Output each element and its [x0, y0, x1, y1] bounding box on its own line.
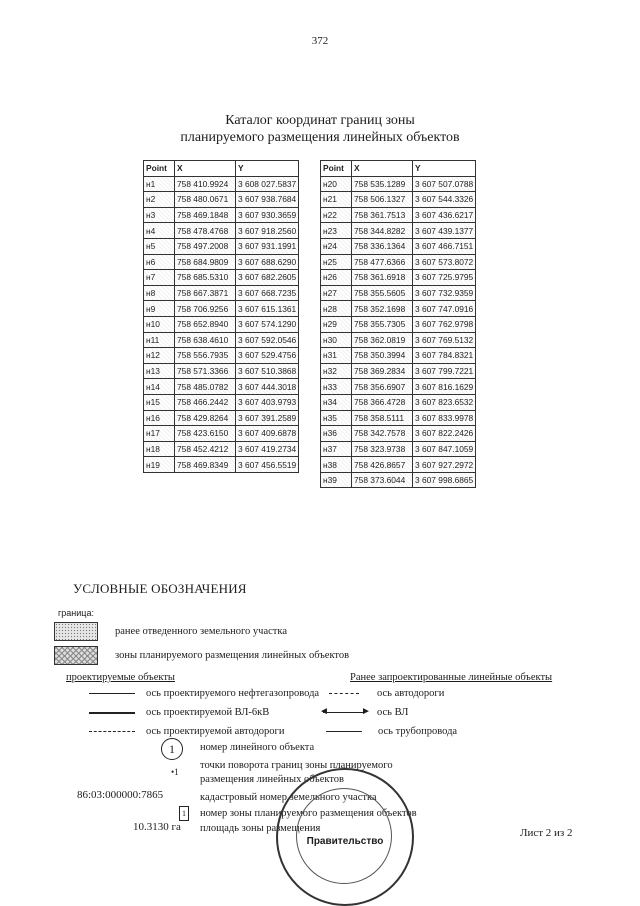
column-header-y: Y: [236, 161, 299, 177]
sheet-number: Лист 2 из 2: [520, 827, 573, 839]
point-cell: н31: [321, 348, 352, 364]
point-cell: н32: [321, 363, 352, 379]
point-cell: н30: [321, 332, 352, 348]
table-row: [321, 176, 476, 192]
point-cell: н12: [144, 348, 175, 364]
point-cell: н22: [321, 207, 352, 223]
y-coordinate-cell: 3 607 784.8321: [413, 348, 476, 364]
y-coordinate-cell: 3 607 927.2972: [413, 457, 476, 473]
existing-power-line-label: ось ВЛ: [377, 707, 409, 718]
y-coordinate-cell: 3 607 466.7151: [413, 238, 476, 254]
x-coordinate-cell: 758 478.4768: [175, 223, 236, 239]
y-coordinate-cell: 3 607 998.6865: [413, 472, 476, 488]
y-coordinate-cell: 3 607 833.9978: [413, 410, 476, 426]
y-coordinate-cell: 3 607 762.9798: [413, 316, 476, 332]
allotted-plot-label: ранее отведенного земельного участка: [115, 626, 287, 637]
projected-objects-header: проектируемые объекты: [66, 672, 175, 683]
point-cell: н36: [321, 426, 352, 442]
table-row: [144, 316, 299, 332]
column-header-point: Point: [321, 161, 352, 177]
point-cell: н18: [144, 441, 175, 457]
x-coordinate-cell: 758 506.1327: [352, 192, 413, 208]
table-row: [321, 238, 476, 254]
y-coordinate-cell: 3 607 436.6217: [413, 207, 476, 223]
x-coordinate-cell: 758 452.4212: [175, 441, 236, 457]
x-coordinate-cell: 758 535.1289: [352, 176, 413, 192]
zone-number-label: номер зоны планируемого размещения объектов: [200, 808, 417, 819]
x-coordinate-cell: 758 323.9738: [352, 441, 413, 457]
existing-road-label: ось автодороги: [377, 688, 445, 699]
y-coordinate-cell: 3 607 573.8072: [413, 254, 476, 270]
table-row: [321, 457, 476, 473]
point-cell: н35: [321, 410, 352, 426]
table-row: [144, 441, 299, 457]
table-row: [144, 192, 299, 208]
object-number-circle-icon: 1: [161, 738, 183, 760]
y-coordinate-cell: 3 607 668.7235: [236, 285, 299, 301]
y-coordinate-cell: 3 607 816.1629: [413, 379, 476, 395]
power-line-6kv-label: ось проектируемой ВЛ-6кВ: [146, 707, 270, 718]
boundary-label: граница:: [58, 608, 94, 618]
point-cell: н19: [144, 457, 175, 473]
table-row: [144, 285, 299, 301]
point-cell: н25: [321, 254, 352, 270]
point-cell: н17: [144, 426, 175, 442]
table-row: [321, 285, 476, 301]
y-coordinate-cell: 3 607 439.1377: [413, 223, 476, 239]
y-coordinate-cell: 3 607 456.5519: [236, 457, 299, 473]
legend-heading: УСЛОВНЫЕ ОБОЗНАЧЕНИЯ: [73, 581, 247, 596]
arrow-right-icon: ►: [361, 706, 371, 717]
table-row: [321, 223, 476, 239]
oil-pipeline-label: ось проектируемого нефтегазопровода: [146, 688, 320, 699]
power-line-6kv-symbol: [89, 712, 135, 714]
table-row: [144, 238, 299, 254]
y-coordinate-cell: 3 607 444.3018: [236, 379, 299, 395]
x-coordinate-cell: 758 497.2008: [175, 238, 236, 254]
point-cell: н34: [321, 394, 352, 410]
point-cell: н2: [144, 192, 175, 208]
official-seal-label: Правительство: [306, 836, 384, 847]
x-coordinate-cell: 758 571.3366: [175, 363, 236, 379]
x-coordinate-cell: 758 358.5111: [352, 410, 413, 426]
table-row: [321, 441, 476, 457]
y-coordinate-cell: 3 607 938.7684: [236, 192, 299, 208]
point-cell: н3: [144, 207, 175, 223]
arrow-left-icon: ◄: [319, 706, 329, 717]
table-row: [144, 254, 299, 270]
y-coordinate-cell: 3 608 027.5837: [236, 176, 299, 192]
x-coordinate-cell: 758 355.7305: [352, 316, 413, 332]
point-cell: н28: [321, 301, 352, 317]
x-coordinate-cell: 758 369.2834: [352, 363, 413, 379]
point-cell: н23: [321, 223, 352, 239]
existing-power-line-symbol: [323, 712, 363, 713]
table-row: [321, 332, 476, 348]
zone-number-marker: 1: [179, 806, 189, 821]
point-cell: н33: [321, 379, 352, 395]
x-coordinate-cell: 758 366.4728: [352, 394, 413, 410]
planned-zone-label: зоны планируемого размещения линейных объектов: [115, 650, 350, 661]
column-header-x: X: [352, 161, 413, 177]
table-row: [321, 207, 476, 223]
table-row: [321, 348, 476, 364]
point-cell: н16: [144, 410, 175, 426]
x-coordinate-cell: 758 556.7935: [175, 348, 236, 364]
x-coordinate-cell: 758 466.2442: [175, 394, 236, 410]
x-coordinate-cell: 758 638.4610: [175, 332, 236, 348]
table-row: [144, 223, 299, 239]
x-coordinate-cell: 758 350.3994: [352, 348, 413, 364]
point-cell: н39: [321, 472, 352, 488]
y-coordinate-cell: 3 607 409.6878: [236, 426, 299, 442]
x-coordinate-cell: 758 667.3871: [175, 285, 236, 301]
y-coordinate-cell: 3 607 732.9359: [413, 285, 476, 301]
table-row: [321, 270, 476, 286]
point-cell: н26: [321, 270, 352, 286]
table-row: [321, 301, 476, 317]
table-row: [144, 332, 299, 348]
existing-pipeline-label: ось трубопровода: [378, 726, 458, 737]
x-coordinate-cell: 758 429.8264: [175, 410, 236, 426]
existing-road-symbol: [329, 693, 359, 694]
object-number-label: номер линейного объекта: [200, 742, 315, 753]
y-coordinate-cell: 3 607 529.4756: [236, 348, 299, 364]
table-row: [321, 254, 476, 270]
y-coordinate-cell: 3 607 747.0916: [413, 301, 476, 317]
oil-pipeline-line-symbol: [89, 693, 135, 694]
y-coordinate-cell: 3 607 918.2560: [236, 223, 299, 239]
projected-road-label: ось проектируемой автодороги: [146, 726, 285, 737]
page-number: 372: [311, 35, 329, 47]
x-coordinate-cell: 758 356.6907: [352, 379, 413, 395]
y-coordinate-cell: 3 607 823.6532: [413, 394, 476, 410]
existing-pipeline-symbol: [326, 731, 362, 732]
x-coordinate-cell: 758 469.8349: [175, 457, 236, 473]
projected-road-symbol: [89, 731, 135, 732]
point-cell: н15: [144, 394, 175, 410]
x-coordinate-cell: 758 477.6366: [352, 254, 413, 270]
point-cell: н29: [321, 316, 352, 332]
y-coordinate-cell: 3 607 510.3868: [236, 363, 299, 379]
cadastral-number-example: 86:03:000000:7865: [77, 789, 164, 801]
table-row: [144, 207, 299, 223]
x-coordinate-cell: 758 362.0819: [352, 332, 413, 348]
x-coordinate-cell: 758 355.5605: [352, 285, 413, 301]
x-coordinate-cell: 758 423.6150: [175, 426, 236, 442]
point-cell: н24: [321, 238, 352, 254]
y-coordinate-cell: 3 607 682.2605: [236, 270, 299, 286]
turning-point-marker: •1: [171, 767, 179, 777]
x-coordinate-cell: 758 373.6044: [352, 472, 413, 488]
catalog-title-line1: Каталог координат границ зоны: [225, 113, 415, 128]
x-coordinate-cell: 758 480.0671: [175, 192, 236, 208]
x-coordinate-cell: 758 684.9809: [175, 254, 236, 270]
point-cell: н1: [144, 176, 175, 192]
table-row: [144, 457, 299, 473]
cadastral-number-label: кадастровый номер земельного участка: [200, 792, 377, 803]
table-row: [144, 426, 299, 442]
point-cell: н11: [144, 332, 175, 348]
table-row: [321, 379, 476, 395]
point-cell: н21: [321, 192, 352, 208]
y-coordinate-cell: 3 607 799.7221: [413, 363, 476, 379]
table-row: [321, 410, 476, 426]
x-coordinate-cell: 758 344.8282: [352, 223, 413, 239]
catalog-title-line2: планируемого размещения линейных объектов: [180, 130, 460, 145]
x-coordinate-cell: 758 426.8657: [352, 457, 413, 473]
x-coordinate-cell: 758 469.1848: [175, 207, 236, 223]
y-coordinate-cell: 3 607 725.9795: [413, 270, 476, 286]
y-coordinate-cell: 3 607 847.1059: [413, 441, 476, 457]
point-cell: н20: [321, 176, 352, 192]
table-row: [321, 192, 476, 208]
y-coordinate-cell: 3 607 419.2734: [236, 441, 299, 457]
x-coordinate-cell: 758 485.0782: [175, 379, 236, 395]
table-row: [144, 410, 299, 426]
point-cell: н13: [144, 363, 175, 379]
point-cell: н5: [144, 238, 175, 254]
y-coordinate-cell: 3 607 769.5132: [413, 332, 476, 348]
turning-points-label-line1: точки поворота границ зоны планируемого: [200, 760, 393, 771]
y-coordinate-cell: 3 607 592.0546: [236, 332, 299, 348]
table-row: [321, 363, 476, 379]
column-header-point: Point: [144, 161, 175, 177]
x-coordinate-cell: 758 410.9924: [175, 176, 236, 192]
y-coordinate-cell: 3 607 931.1991: [236, 238, 299, 254]
y-coordinate-cell: 3 607 544.3326: [413, 192, 476, 208]
turning-points-label-line2: размещения линейных объектов: [200, 774, 345, 785]
x-coordinate-cell: 758 352.1698: [352, 301, 413, 317]
table-row: [321, 316, 476, 332]
y-coordinate-cell: 3 607 930.3659: [236, 207, 299, 223]
table-row: [144, 394, 299, 410]
point-cell: н37: [321, 441, 352, 457]
point-cell: н38: [321, 457, 352, 473]
point-cell: н4: [144, 223, 175, 239]
y-coordinate-cell: 3 607 688.6290: [236, 254, 299, 270]
point-cell: н7: [144, 270, 175, 286]
y-coordinate-cell: 3 607 574.1290: [236, 316, 299, 332]
column-header-x: X: [175, 161, 236, 177]
table-row: [144, 348, 299, 364]
y-coordinate-cell: 3 607 615.1361: [236, 301, 299, 317]
allotted-plot-swatch: [54, 622, 98, 641]
y-coordinate-cell: 3 607 507.0788: [413, 176, 476, 192]
point-cell: н10: [144, 316, 175, 332]
planned-zone-swatch: [54, 646, 98, 665]
column-header-y: Y: [413, 161, 476, 177]
table-row: [321, 394, 476, 410]
table-row: [144, 176, 299, 192]
coordinates-table-right: [320, 160, 476, 488]
table-row: [144, 270, 299, 286]
table-row: [144, 363, 299, 379]
table-row: [321, 472, 476, 488]
table-row: [321, 426, 476, 442]
x-coordinate-cell: 758 342.7578: [352, 426, 413, 442]
x-coordinate-cell: 758 652.8940: [175, 316, 236, 332]
earlier-objects-header: Ранее запроектированные линейные объекты: [350, 672, 553, 683]
zone-area-example: 10.3130 га: [133, 821, 181, 833]
point-cell: н8: [144, 285, 175, 301]
x-coordinate-cell: 758 336.1364: [352, 238, 413, 254]
table-row: [144, 379, 299, 395]
x-coordinate-cell: 758 685.5310: [175, 270, 236, 286]
point-cell: н9: [144, 301, 175, 317]
zone-area-label: площадь зоны размещения: [200, 823, 321, 834]
table-row: [144, 301, 299, 317]
y-coordinate-cell: 3 607 822.2426: [413, 426, 476, 442]
point-cell: н14: [144, 379, 175, 395]
y-coordinate-cell: 3 607 391.2589: [236, 410, 299, 426]
y-coordinate-cell: 3 607 403.9793: [236, 394, 299, 410]
point-cell: н6: [144, 254, 175, 270]
x-coordinate-cell: 758 706.9256: [175, 301, 236, 317]
x-coordinate-cell: 758 361.6918: [352, 270, 413, 286]
x-coordinate-cell: 758 361.7513: [352, 207, 413, 223]
point-cell: н27: [321, 285, 352, 301]
coordinates-table-left: [143, 160, 299, 473]
